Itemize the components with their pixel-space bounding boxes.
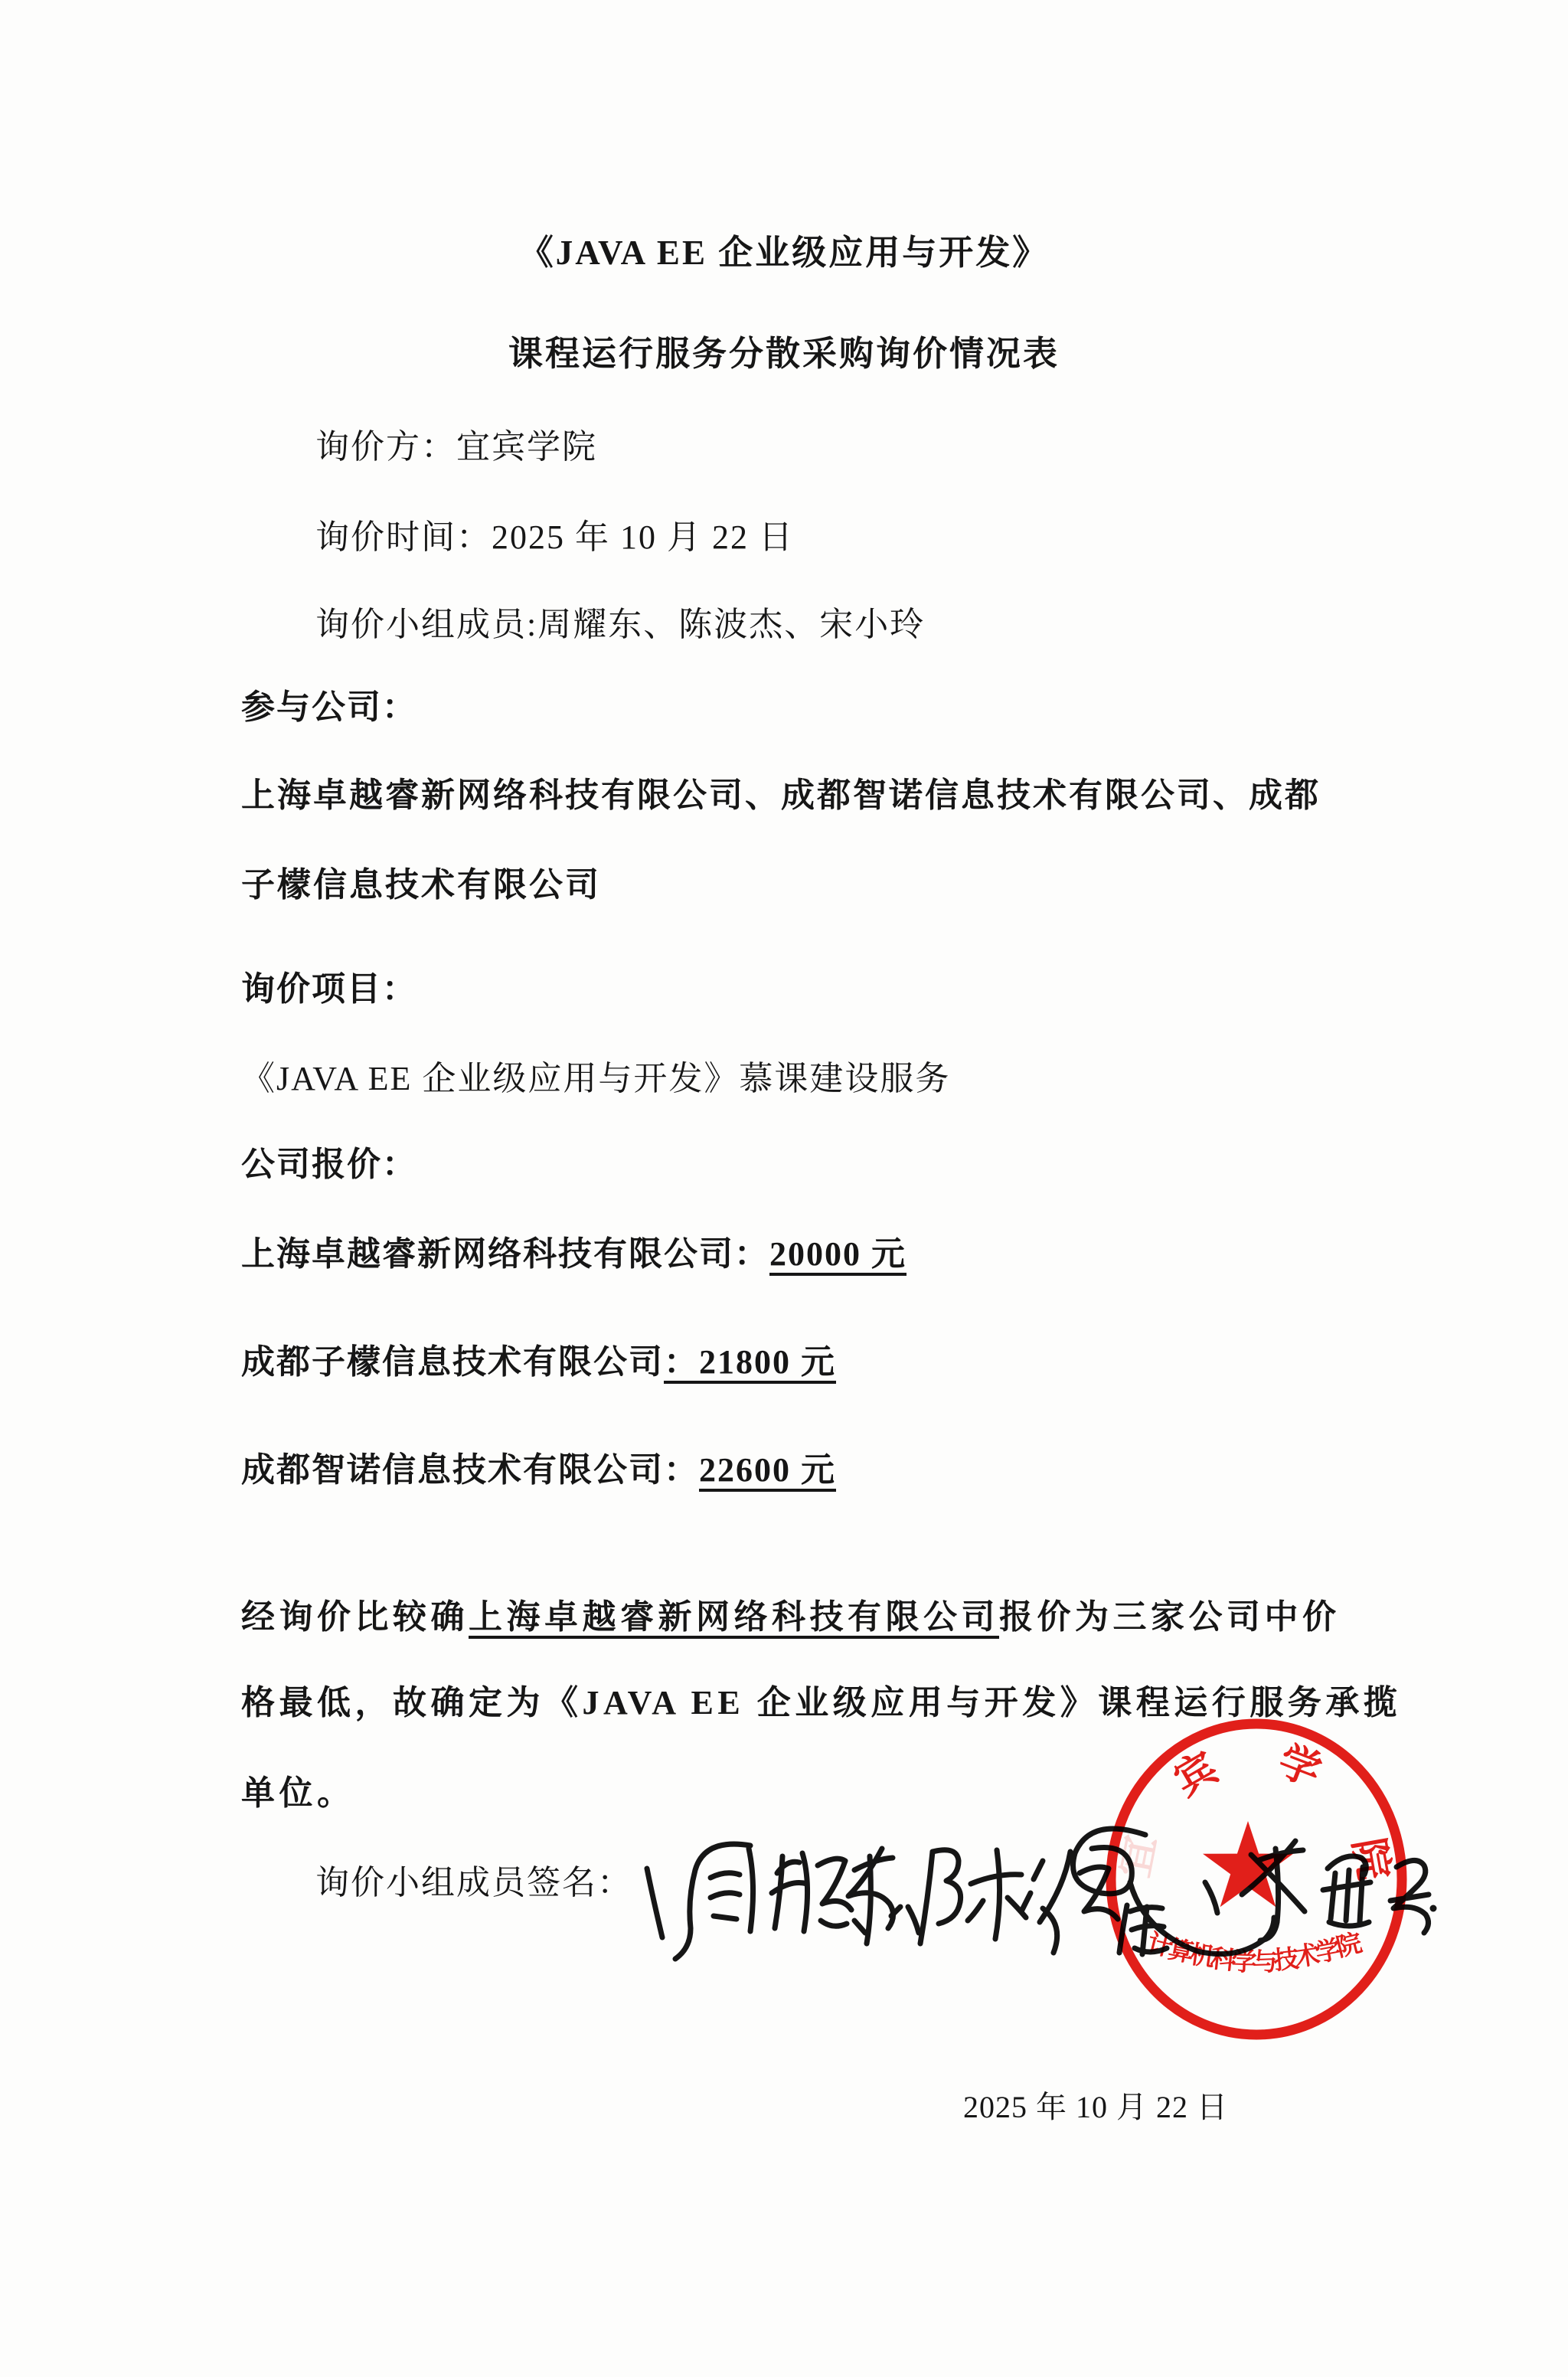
quote-price: ：21800 元 <box>664 1343 836 1381</box>
signature-period-dot <box>1430 1905 1437 1912</box>
signature-stroke <box>920 1852 933 1944</box>
seal-bottom-char: 科 <box>1209 1945 1237 1976</box>
signature-stroke <box>1021 1893 1031 1911</box>
quote-company: 成都智诺信息技术有限公司： <box>241 1451 699 1489</box>
seal-bottom-char: 机 <box>1187 1941 1217 1973</box>
handwritten-signatures <box>620 1807 1455 1991</box>
signature-separator <box>1205 1882 1217 1913</box>
seal-top-char: 院 <box>1344 1834 1397 1884</box>
seal-bottom-char: 学 <box>1230 1948 1258 1977</box>
quote-price: 22600 元 <box>699 1451 836 1489</box>
signature-stroke <box>710 1873 740 1878</box>
seal-top-char: 宾 <box>1166 1744 1226 1805</box>
seal-bottom-char: 学 <box>1313 1936 1344 1968</box>
conclusion-winner-underlined: 上海卓越睿新网络科技有限公司 <box>469 1598 999 1636</box>
signature-stroke <box>1130 1882 1274 1954</box>
signature-stroke <box>772 1883 807 1894</box>
signature-stroke <box>1390 1895 1429 1901</box>
signature-stroke <box>971 1875 1021 1884</box>
seal-bottom-char: 与 <box>1252 1948 1279 1977</box>
signature-stroke <box>802 1853 808 1931</box>
signature-stroke <box>995 1850 1000 1939</box>
inquiry-time-line: 询价时间：2025 年 10 月 22 日 <box>315 518 794 556</box>
seal-bottom-char: 院 <box>1334 1929 1365 1963</box>
seal-bottom-char: 算 <box>1165 1936 1197 1968</box>
quote-row <box>241 1234 906 1275</box>
participants-companies-line2: 子檬信息技术有限公司 <box>241 866 601 904</box>
document-title-line1: 《JAVA EE 企业级应用与开发》 <box>518 234 1050 272</box>
signature-stroke <box>854 1921 865 1933</box>
quote-row <box>241 1342 836 1383</box>
signature-stroke <box>1135 1948 1167 1952</box>
conclusion-line3: 单位。 <box>241 1774 355 1812</box>
inquiry-members-line: 询价小组成员:周耀东、陈波杰、宋小玲 <box>315 606 926 643</box>
signature-stroke <box>821 1921 847 1926</box>
quotes-heading: 公司报价： <box>241 1146 417 1183</box>
document-title-line2: 课程运行服务分散采购询价情况表 <box>508 335 1060 373</box>
conclusion-text: 经询价比较确 <box>241 1598 469 1636</box>
signature-stroke <box>1346 1870 1349 1921</box>
signature-label: 询价小组成员签名： <box>315 1864 632 1901</box>
project-heading: 询价项目： <box>241 970 417 1008</box>
document-date: 2025 年 10 月 22 日 <box>963 2090 1228 2124</box>
seal-top-char: 宜 <box>1111 1831 1165 1882</box>
participants-companies-line1: 上海卓越睿新网络科技有限公司、成都智诺信息技术有限公司、成都 <box>241 777 1321 814</box>
signature-stroke <box>675 1844 750 1959</box>
seal-top-char: 学 <box>1272 1737 1328 1796</box>
seal-bottom-char: 术 <box>1292 1941 1322 1973</box>
signature-stroke <box>1119 1905 1127 1953</box>
participants-heading: 参与公司： <box>241 688 417 726</box>
signature-stroke <box>714 1916 737 1919</box>
signature-stroke <box>1331 1873 1335 1919</box>
inquiry-party-line: 询价方：宜宾学院 <box>315 428 597 466</box>
signature-stroke <box>1034 1861 1043 1879</box>
signature-separator <box>908 1907 919 1933</box>
conclusion-text: 报价为三家公司中价 <box>999 1598 1341 1636</box>
quote-company: 成都子檬信息技术有限公司 <box>241 1343 664 1381</box>
signature-stroke <box>710 1893 740 1898</box>
quote-row <box>241 1450 836 1491</box>
signature-stroke <box>818 1859 851 1910</box>
quote-price: 20000 元 <box>769 1235 906 1273</box>
signature-stroke <box>1073 1829 1145 1894</box>
signature-stroke <box>968 1901 983 1921</box>
conclusion-line2: 格最低，故确定为《JAVA EE 企业级应用与开发》课程运行服务承揽 <box>241 1684 1402 1721</box>
signature-stroke <box>749 1849 753 1931</box>
project-name: 《JAVA EE 企业级应用与开发》慕课建设服务 <box>241 1060 951 1097</box>
seal-bottom-char: 技 <box>1272 1945 1301 1976</box>
seal-bottom-char: 计 <box>1144 1929 1176 1963</box>
signature-stroke <box>1329 1922 1369 1926</box>
signature-stroke <box>933 1850 961 1924</box>
signature-stroke <box>1242 1841 1295 1895</box>
conclusion-line1 <box>241 1597 1341 1638</box>
signature-stroke <box>1260 1849 1279 1941</box>
signature-stroke <box>1360 1867 1363 1922</box>
signature-stroke <box>647 1869 662 1937</box>
quote-company: 上海卓越睿新网络科技有限公司： <box>241 1235 769 1273</box>
